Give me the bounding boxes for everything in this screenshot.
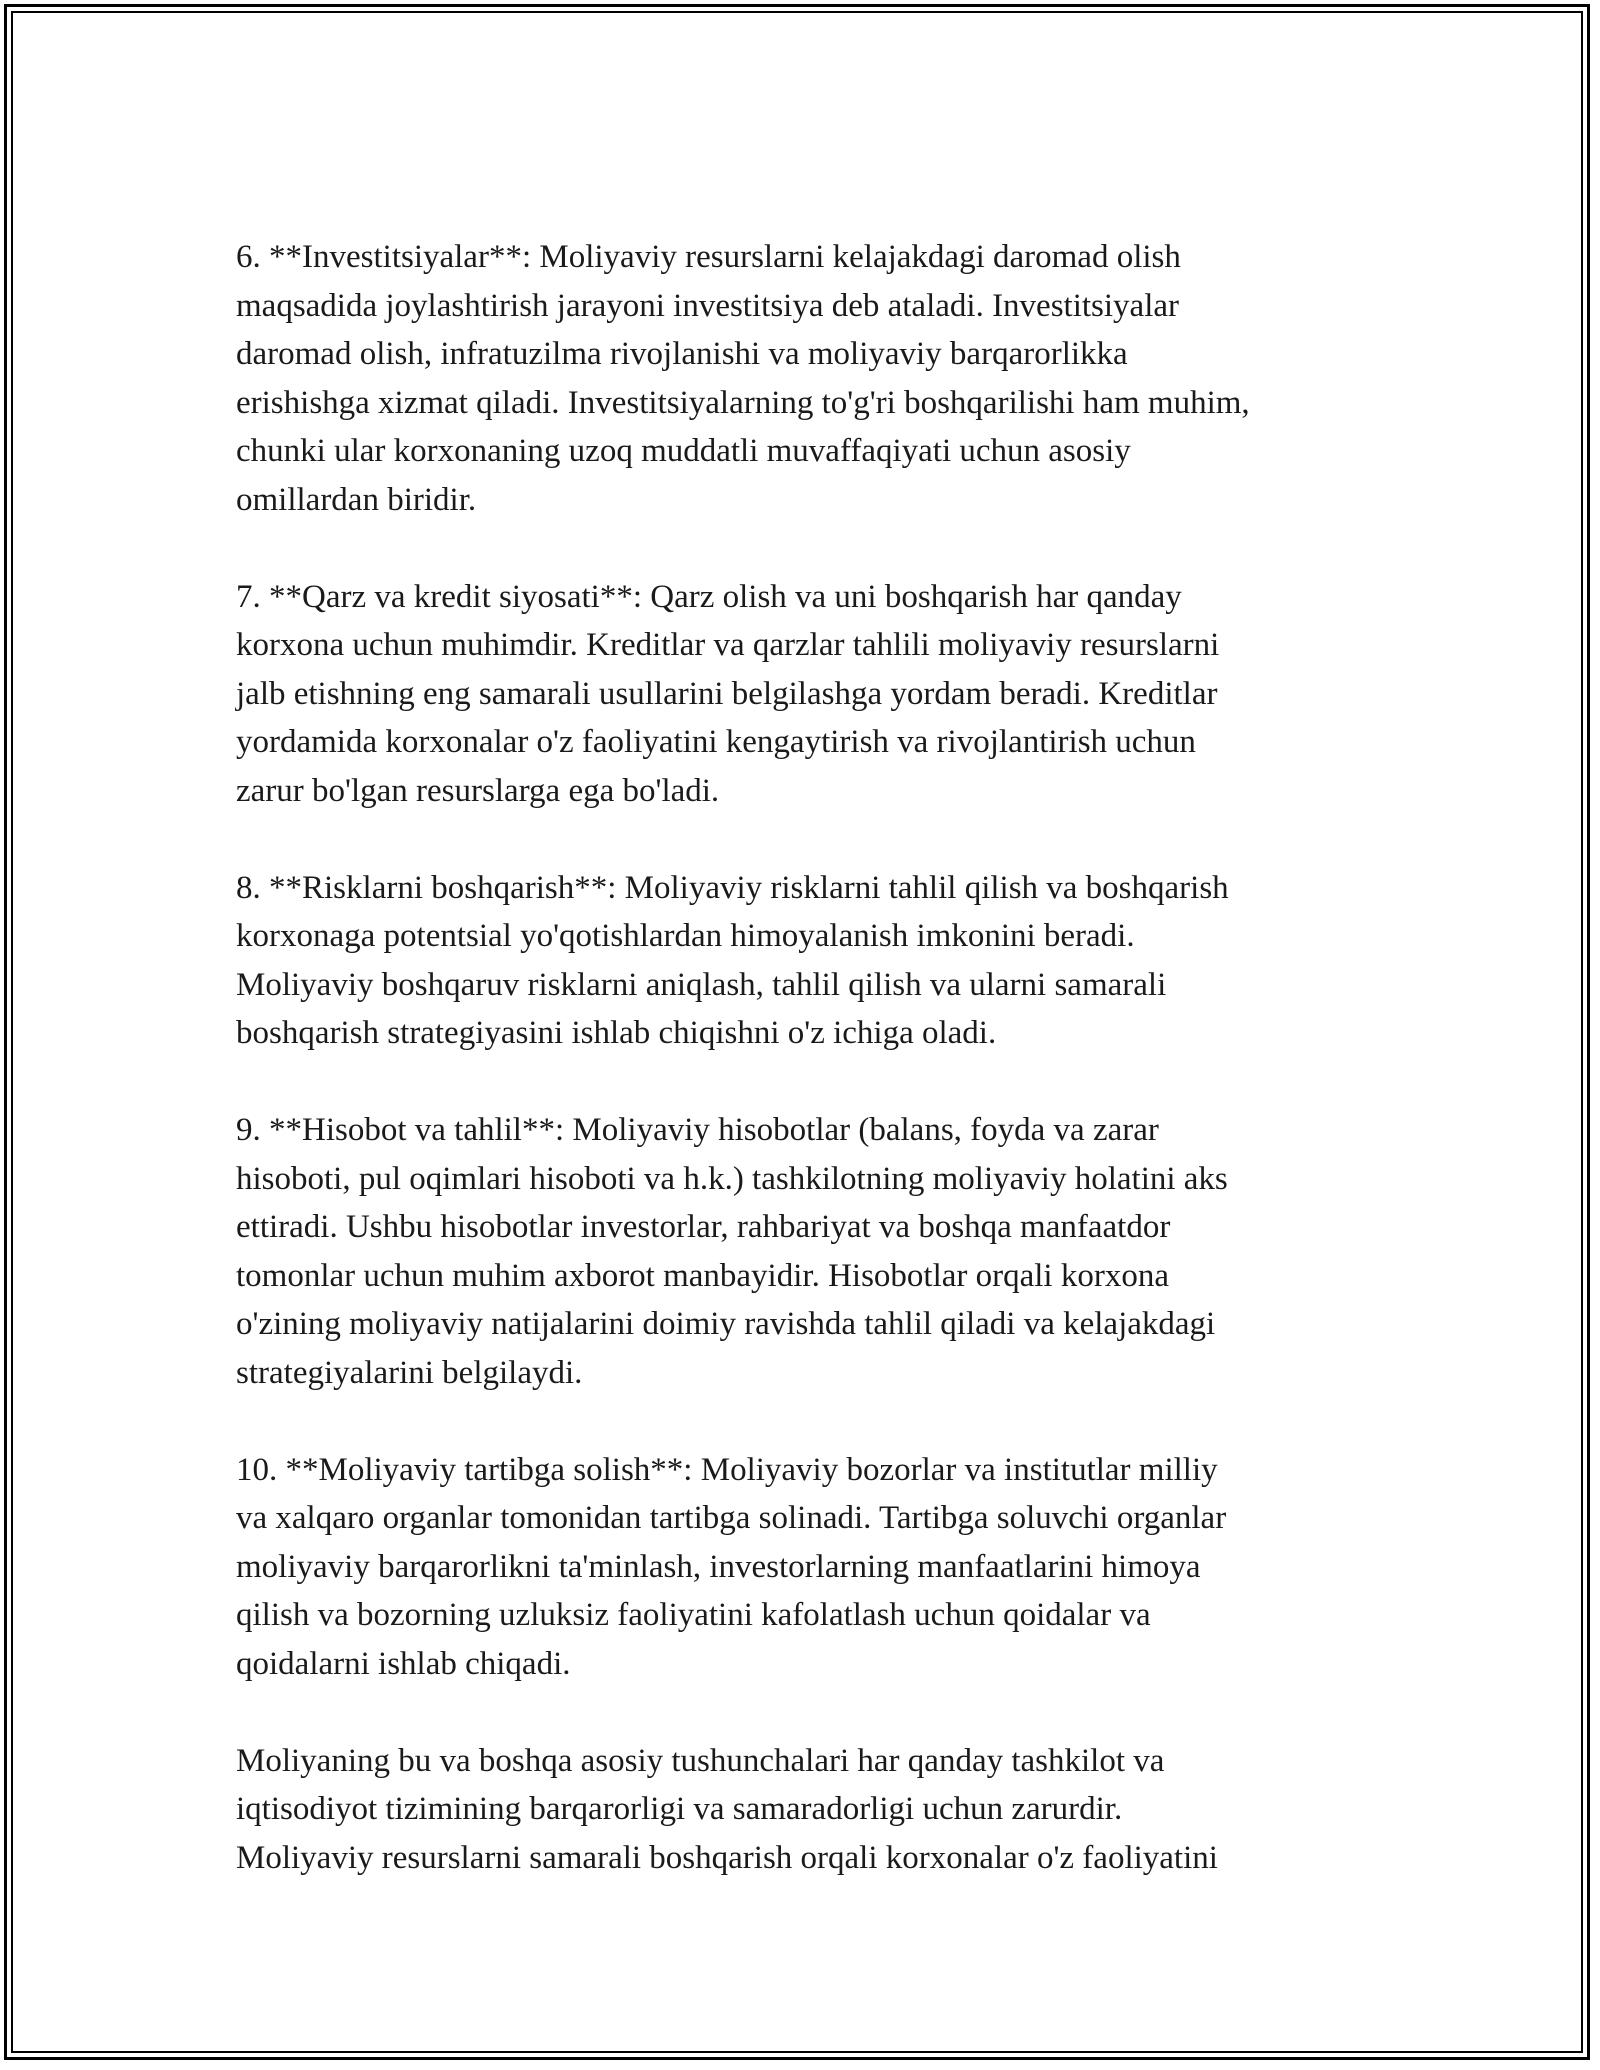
paragraph-investitsiyalar: 6. **Investitsiyalar**: Moliyaviy resurslarni kelajakdagi daromad olish maqsadida joylashtirish jarayoni investitsiya deb ataladi. Investitsiyalar daromad olish, infratuzilma rivojlanishi va moliyaviy barqarorlikka erishishga xizmat qiladi. Investitsiyalarning to'g'ri boshqarilishi ham muhim, chunki ular korxonaning uzoq muddatli muvaffaqiyati uchun asosiy omillardan biridir. <box>236 239 1250 518</box>
paragraph-conclusion: Moliyaning bu va boshqa asosiy tushunchalari har qanday tashkilot va iqtisodiyot tizimining barqarorligi va samaradorligi uchun zarurdir. Moliyaviy resurslarni samarali boshqarish orqali korxonalar o'z faoliyatini <box>236 1742 1218 1876</box>
paragraph-risklarni-boshqarish: 8. **Risklarni boshqarish**: Moliyaviy risklarni tahlil qilish va boshqarish korxonaga potentsial yo'qotishlardan himoyalanish imkonini beradi. Moliyaviy boshqaruv risklarni aniqlash, tahlil qilish va ularni samarali boshqarish strategiyasini ishlab chiqishni o'z ichiga oladi. <box>236 869 1229 1051</box>
paragraph-qarz-va-kredit: 7. **Qarz va kredit siyosati**: Qarz olish va uni boshqarish har qanday korxona uchun muhimdir. Kreditlar va qarzlar tahlili moliyaviy resurslarni jalb etishning eng samarali usullarini belgilashga yordam beradi. Kreditlar yordamida korxonalar o'z faoliyatini kengaytirish va rivojlantirish uchun zarur bo'lgan resurslarga ega bo'ladi. <box>236 578 1220 809</box>
document-body <box>236 233 1396 1931</box>
paragraph-moliyaviy-tartibga-solish: 10. **Moliyaviy tartibga solish**: Moliyaviy bozorlar va institutlar milliy va xalqaro organlar tomonidan tartibga solinadi. Tartibga soluvchi organlar moliyaviy barqarorlikni ta'minlash, investorlarning manfaatlarini himoya qilish va bozorning uzluksiz faoliyatini kafolatlash uchun qoidalar va qoidalarni ishlab chiqadi. <box>236 1451 1227 1682</box>
paragraph-hisobot-va-tahlil: 9. **Hisobot va tahlil**: Moliyaviy hisobotlar (balans, foyda va zarar hisoboti, pul oqimlari hisoboti va h.k.) tashkilotning moliyaviy holatini aks ettiradi. Ushbu hisobotlar investorlar, rahbariyat va boshqa manfaatdor tomonlar uchun muhim axborot manbayidir. Hisobotlar orqali korxona o'zining moliyaviy natijalarini doimiy ravishda tahlil qiladi va kelajakdagi strategiyalarini belgilaydi. <box>236 1112 1228 1391</box>
